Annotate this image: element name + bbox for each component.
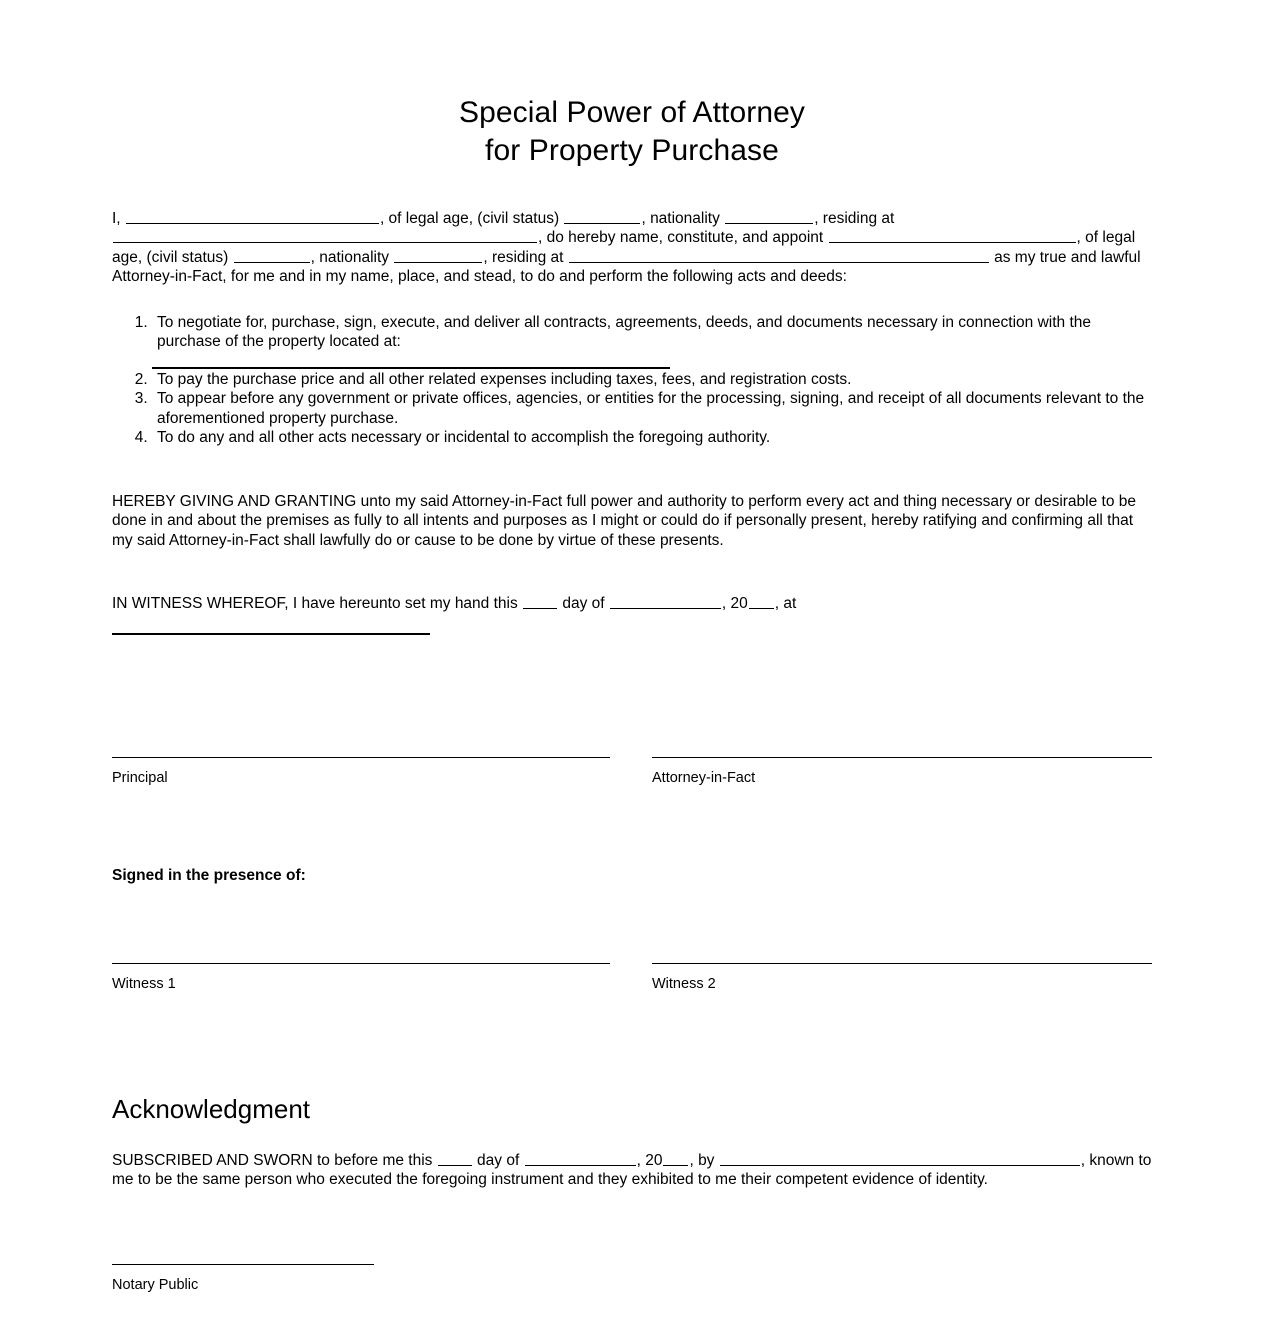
acknowledgment-month-blank[interactable]	[525, 1152, 636, 1166]
witness-whereof-text-3: , 20	[721, 595, 748, 613]
intro-text-5: , do hereby name, constitute, and appoint	[538, 229, 824, 247]
act-item-4	[152, 428, 1152, 448]
intro-paragraph	[112, 209, 1152, 287]
principal-name-blank[interactable]	[126, 210, 379, 224]
act-item-2	[152, 370, 1152, 390]
intro-text-4: , residing at	[814, 209, 895, 227]
acts-list-continued	[112, 370, 1152, 448]
attorney-signature-block	[652, 757, 1152, 787]
attorney-signature-line[interactable]	[652, 757, 1152, 758]
signature-row-principal	[112, 757, 1152, 817]
principal-signature-block	[112, 757, 610, 787]
acts-list	[112, 313, 1152, 352]
execution-year-blank[interactable]	[749, 595, 774, 609]
witness2-signature-line[interactable]	[652, 963, 1152, 964]
acknowledgment-text-6: known to me to be the same person who executed the foregoing instrument and they exhibited to me their competent evidence of identity.	[112, 1151, 1152, 1189]
document-body	[112, 0, 1152, 1294]
act-item-1	[152, 313, 1152, 352]
acknowledgment-heading: Acknowledgment	[112, 1093, 310, 1124]
witness1-signature-block	[112, 963, 610, 993]
acknowledgment-paragraph	[112, 1151, 1152, 1190]
acknowledgment-text-4: , by	[689, 1151, 715, 1169]
attorney-nationality-blank[interactable]	[394, 249, 482, 263]
acknowledgment-text-5: ,	[1080, 1151, 1086, 1169]
execution-day-blank[interactable]	[523, 595, 557, 609]
intro-text-2: , of legal age, (civil status)	[379, 209, 560, 227]
witness1-signature-line[interactable]	[112, 963, 610, 964]
act-item-3	[152, 389, 1152, 428]
attorney-civil-status-blank[interactable]	[234, 249, 310, 263]
attorney-signature-label: Attorney-in-Fact	[652, 769, 756, 786]
execution-place-blank[interactable]	[112, 633, 430, 635]
signed-in-presence-heading: Signed in the presence of:	[112, 866, 306, 884]
act-item-2-text: To pay the purchase price and all other related expenses including taxes, fees, and registration costs.	[157, 370, 852, 388]
title-line-1: Special Power of Attorney	[458, 96, 806, 129]
acknowledgment-text-2: day of	[477, 1151, 520, 1169]
witness-whereof-paragraph	[112, 594, 1152, 614]
acknowledgment-text-3: , 20	[636, 1151, 663, 1169]
principal-civil-status-blank[interactable]	[564, 210, 640, 224]
act-item-3-text: To appear before any government or private offices, agencies, or entities for the processing, signing, and receipt of all documents relevant to the aforementioned property purchase.	[157, 390, 1145, 427]
witness2-signature-label: Witness 2	[652, 975, 716, 992]
principal-nationality-blank[interactable]	[725, 210, 813, 224]
intro-text-8: , residing at	[483, 248, 564, 266]
intro-text-7: , nationality	[310, 248, 390, 266]
principal-residence-blank[interactable]	[113, 229, 537, 243]
document-title	[112, 0, 1152, 171]
acknowledgment-text-1: SUBSCRIBED AND SWORN to before me this	[112, 1151, 433, 1169]
principal-signature-label: Principal	[112, 769, 168, 786]
acknowledgment-day-blank[interactable]	[438, 1152, 472, 1166]
witness2-signature-block	[652, 963, 1152, 993]
intro-text-9: as my true and lawful Attorney-in-Fact, for me and in my name, place, and stead, to do and perform the following acts and deeds:	[112, 248, 1141, 286]
granting-paragraph: HEREBY GIVING AND GRANTING unto my said Attorney-in-Fact full power and authority to perform every act and thing necessary or desirable to be done in and about the premises as fully to all intents and purposes as I might or could do if personally present, hereby ratifying and confirming all that my said Attorney-in-Fact shall lawfully do or cause to be done by virtue of these presents.	[112, 492, 1137, 549]
acknowledgment-affiant-blank[interactable]	[720, 1152, 1080, 1166]
act-item-4-text: To do any and all other acts necessary or incidental to accomplish the foregoing authority.	[157, 429, 771, 447]
signature-row-witnesses	[112, 963, 1152, 1023]
execution-month-blank[interactable]	[610, 595, 721, 609]
property-address-blank[interactable]	[152, 367, 670, 369]
intro-text-6: , of legal age, (civil status)	[112, 229, 1136, 266]
witness-whereof-text-1: IN WITNESS WHEREOF, I have hereunto set my hand this	[112, 595, 518, 613]
notary-signature-block	[112, 1264, 374, 1294]
intro-text-3: , nationality	[641, 209, 720, 227]
witness-whereof-text-2: day of	[562, 595, 605, 613]
witness1-signature-label: Witness 1	[112, 975, 176, 992]
acknowledgment-year-blank[interactable]	[663, 1152, 688, 1166]
principal-signature-line[interactable]	[112, 757, 610, 758]
title-line-2: for Property Purchase	[485, 134, 779, 168]
attorney-name-blank[interactable]	[829, 229, 1076, 243]
attorney-residence-blank[interactable]	[569, 249, 989, 263]
notary-signature-line[interactable]	[112, 1264, 374, 1265]
intro-text-1: I,	[112, 209, 121, 227]
notary-signature-label: Notary Public	[112, 1276, 199, 1293]
witness-whereof-text-4: , at	[774, 595, 797, 613]
act-item-1-text: To negotiate for, purchase, sign, execute, and deliver all contracts, agreements, deeds, and documents necessary in connection with the purchase of the property located at:	[157, 313, 1091, 351]
